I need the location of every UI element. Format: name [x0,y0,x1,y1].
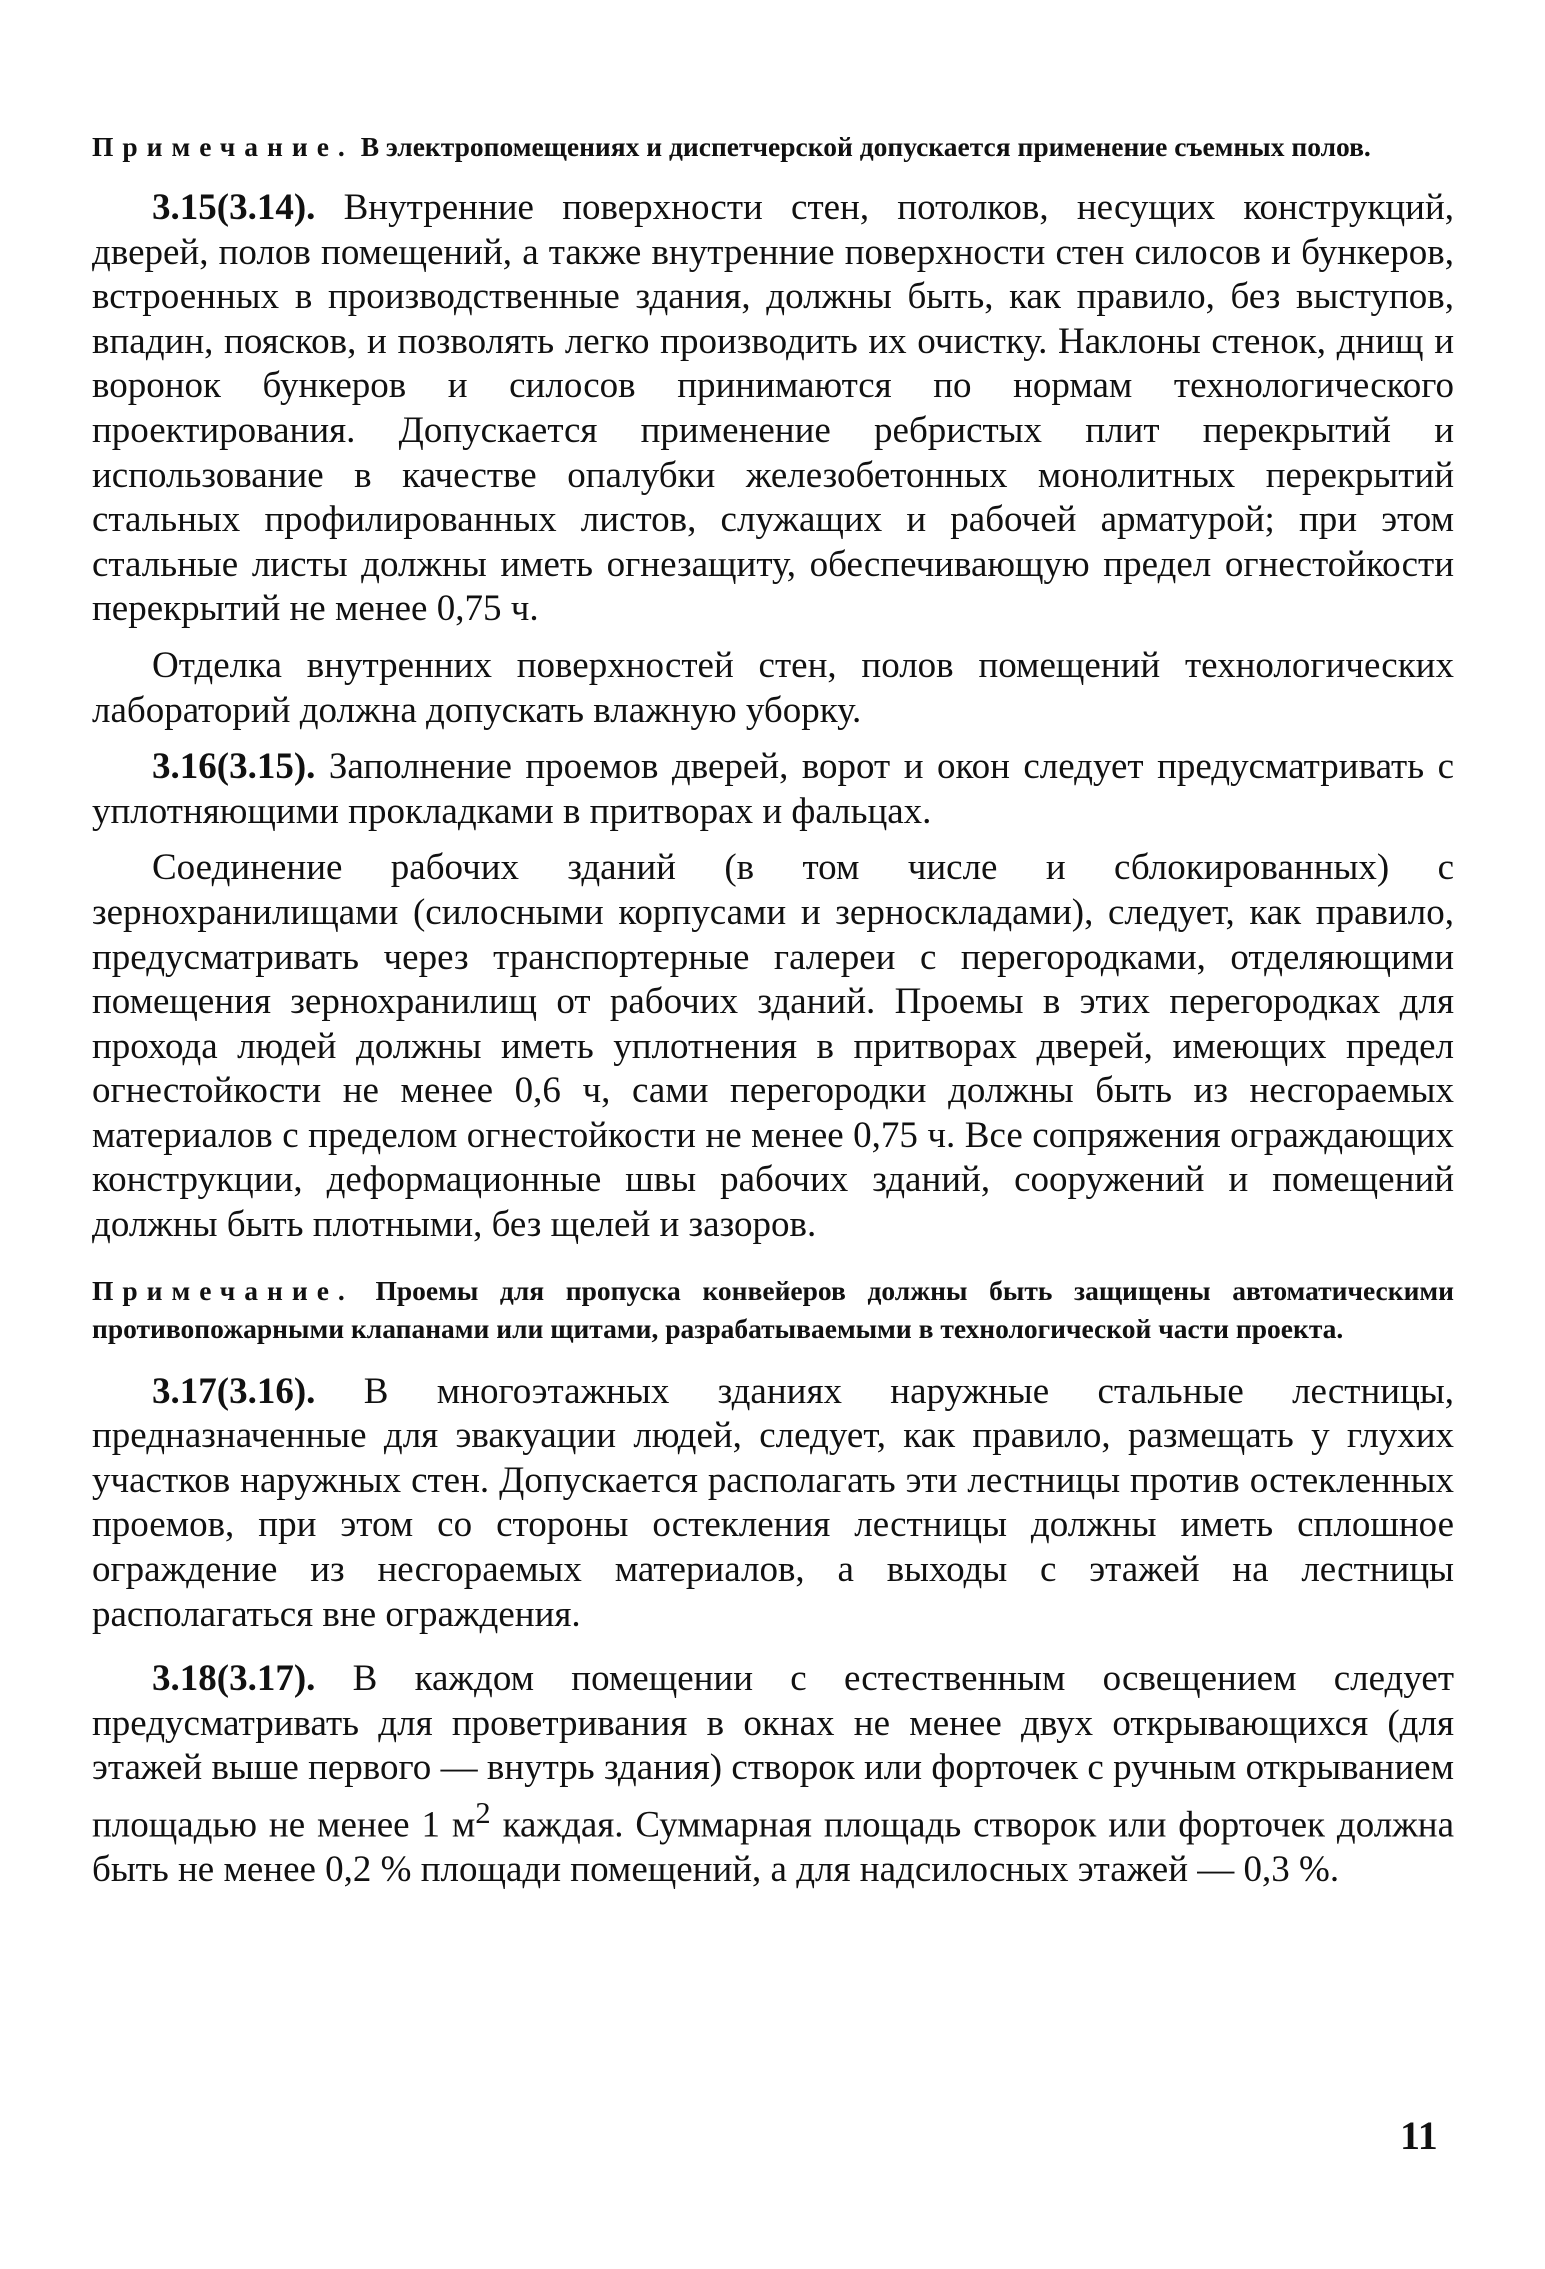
paragraph-text: Внутренние поверхности стен, потолков, несущих конструкций, дверей, полов помещений, а также внутренние поверхности стен силосов и бункеров, встроенных в производственные здания, должны быть, как правило, без выступов, впадин, поясков, и позволять легко производить их очистку. Наклоны стенок, днищ и воронок бункеров и силосов принимаются по нормам технологического проектирования. Допускается применение ребристых плит перекрытий и использование в качестве опалубки железобетонных монолитных перекрытий стальных профилированных листов, служащих и рабочей арматурой; при этом стальные листы должны иметь огнезащиту, обеспечивающую предел огнестойкости перекрытий не менее 0,75 ч. [92,187,1454,630]
paragraph-3-15 [92,186,1454,632]
clause-number: 3.17(3.16). [152,1370,316,1412]
page-number: 11 [1400,2113,1438,2158]
document-page [92,128,1454,1893]
note-text: В электропомещениях и диспетчерской допускается применение съемных полов. [353,131,1371,162]
paragraph-text: Отделка внутренних поверхностей стен, полов помещений технологических лабораторий должна допускать влажную уборку. [92,644,1454,731]
paragraph-text: Заполнение проемов дверей, ворот и окон следует предусматривать с уплотняющими прокладками в притворах и фальцах. [92,746,1454,832]
clause-number: 3.15(3.14). [152,187,316,228]
paragraph-3-15-finishing [92,644,1454,733]
clause-number: 3.18(3.17). [152,1658,316,1700]
paragraph-3-18 [92,1657,1454,1892]
paragraph-text-cont: каждая. Суммарная площадь створок или форточек должна быть не менее 0,2 % площади помещений, а для надсилосных этажей — 0,3 %. [92,1804,1454,1890]
paragraph-text: Соединение рабочих зданий (в том числе и сблокированных) с зернохранилищами (силосными корпусами и зерноскладами), следует, как правило, предусматривать через транспортерные галереи с перегородками, отделяющими помещения зернохранилищ от рабочих зданий. Проемы в этих перегородках для прохода людей должны иметь уплотнения в притворах дверей, имеющих предел огнестойкости не менее 0,6 ч, сами перегородки должны быть из несгораемых материалов с пределом огнестойкости не менее 0,75 ч. Все сопряжения ограждающих конструкции, деформационные швы рабочих зданий, сооружений и помещений должны быть плотными, без щелей и зазоров. [92,847,1454,1246]
clause-number: 3.16(3.15). [152,746,316,788]
superscript-squared: 2 [475,1796,491,1830]
note-conveyor-openings [92,1272,1454,1348]
paragraph-3-17 [92,1370,1454,1638]
paragraph-text: В многоэтажных зданиях наружные стальные лестницы, предназначенные для эвакуации людей, следует, как правило, размещать у глухих участков наружных стен. Допускается располагать эти лестницы против остекленных проемов, при этом со стороны остекления лестницы должны иметь сплошное ограждение из несгораемых материалов, а выходы с этажей на лестницы располагаться вне ограждения. [92,1370,1454,1635]
note-electrical-rooms [92,128,1454,166]
note-label: Примечание. [92,131,354,162]
paragraph-3-16-connection [92,846,1454,1247]
paragraph-3-16 [92,745,1454,834]
note-text: Проемы для пропуска конвейеров должны быть защищены автоматическими противопожарными клапанами или щитами, разрабатываемыми в технологической части проекта. [92,1274,1454,1344]
paragraph-text: В каждом помещении с естественным освещением следует предусматривать для проветривания в окнах не менее двух открывающихся (для этажей выше первого — внутрь здания) створок или форточек с ручным открыванием площадью не менее 1 м [92,1658,1454,1846]
note-label: Примечание. [92,1274,354,1306]
